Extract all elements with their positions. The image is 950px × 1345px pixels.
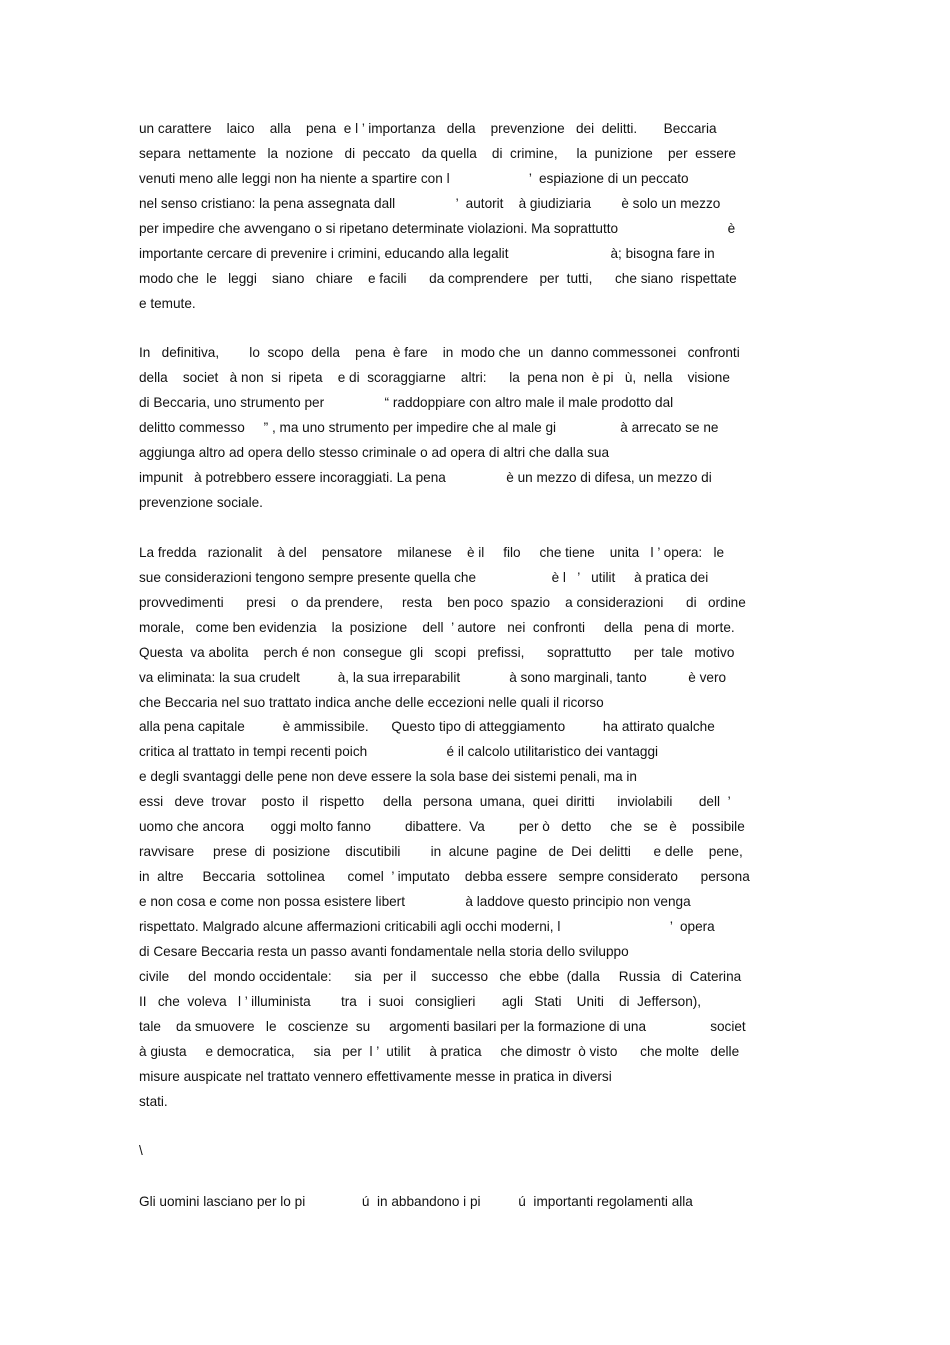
paragraph-2-line: di Beccaria, uno strumento per “ raddoppiare con altro male il male prodotto dal — [139, 395, 674, 410]
paragraph-3-line: uomo che ancora oggi molto fanno dibattere. Va per ò detto che se è possibile — [139, 819, 745, 834]
separator-mark: \ — [139, 1143, 143, 1158]
paragraph-3-line: critica al trattato in tempi recenti poich é il calcolo utilitaristico dei vantaggi — [139, 744, 659, 759]
paragraph-3-line: di Cesare Beccaria resta un passo avanti fondamentale nella storia dello sviluppo — [139, 944, 629, 959]
paragraph-3-line: rispettato. Malgrado alcune affermazioni criticabili agli occhi moderni, l ’ opera — [139, 919, 715, 934]
paragraph-3-line: sue considerazioni tengono sempre presente quella che è l ’ utilit à pratica dei — [139, 570, 709, 585]
paragraph-1-line: un carattere laico alla pena e l ’ importanza della prevenzione dei delitti. Beccaria — [139, 121, 717, 136]
paragraph-2-line: In definitiva, lo scopo della pena è fare in modo che un danno commessonei confronti — [139, 345, 740, 360]
paragraph-3-line: che Beccaria nel suo trattato indica anche delle eccezioni nelle quali il ricorso — [139, 695, 604, 710]
paragraph-3-line: Questa va abolita perch é non consegue gli scopi prefissi, soprattutto per tale motivo — [139, 645, 735, 660]
paragraph-3-line: stati. — [139, 1094, 168, 1109]
paragraph-3-line: civile del mondo occidentale: sia per il successo che ebbe (dalla Russia di Caterina — [139, 969, 742, 984]
paragraph-3-line: à giusta e democratica, sia per l ’ utilit à pratica che dimostr ò visto che molte delle — [139, 1044, 740, 1059]
paragraph-3-line: alla pena capitale è ammissibile. Questo tipo di atteggiamento ha attirato qualche — [139, 719, 715, 734]
paragraph-2-line: delitto commesso ” , ma uno strumento per impedire che al male gi à arrecato se ne — [139, 420, 719, 435]
paragraph-3-line: va eliminata: la sua crudelt à, la sua irreparabilit à sono marginali, tanto è vero — [139, 670, 727, 685]
paragraph-3-line: tale da smuovere le coscienze su argomenti basilari per la formazione di una societ — [139, 1019, 746, 1034]
paragraph-1-line: importante cercare di prevenire i crimini, educando alla legalit à; bisogna fare in — [139, 246, 715, 261]
paragraph-3-line: La fredda razionalit à del pensatore milanese è il filo che tiene unita l ’ opera: le — [139, 545, 725, 560]
paragraph-1-line: modo che le leggi siano chiare e facili da comprendere per tutti, che siano rispettate — [139, 271, 737, 286]
paragraph-3-line: II che voleva l ’ illuminista tra i suoi consiglieri agli Stati Uniti di Jefferson), — [139, 994, 702, 1009]
paragraph-2-line: impunit à potrebbero essere incoraggiati. La pena è un mezzo di difesa, un mezzo di — [139, 470, 712, 485]
paragraph-3-line: in altre Beccaria sottolinea comel ’ imputato debba essere sempre considerato persona — [139, 869, 750, 884]
paragraph-3-line: misure auspicate nel trattato vennero effettivamente messe in pratica in diversi — [139, 1069, 612, 1084]
paragraph-3-line: essi deve trovar posto il rispetto della persona umana, quei diritti inviolabili dell ’ — [139, 794, 731, 809]
paragraph-3-line: morale, come ben evidenzia la posizione dell ’ autore nei confronti della pena di morte. — [139, 620, 735, 635]
paragraph-3-line: e degli svantaggi delle pene non deve essere la sola base dei sistemi penali, ma in — [139, 769, 637, 784]
paragraph-3-line: provvedimenti presi o da prendere, resta ben poco spazio a considerazioni di ordine — [139, 595, 746, 610]
paragraph-3-line: ravvisare prese di posizione discutibili in alcune pagine de Dei delitti e delle pene, — [139, 844, 743, 859]
paragraph-2-line: della societ à non si ripeta e di scoraggiarne altri: la pena non è pi ù, nella visione — [139, 370, 730, 385]
paragraph-2-line: aggiunga altro ad opera dello stesso criminale o ad opera di altri che dalla sua — [139, 445, 610, 460]
paragraph-1-line: per impedire che avvengano o si ripetano determinate violazioni. Ma soprattutto è — [139, 221, 736, 236]
paragraph-3-line: e non cosa e come non possa esistere libert à laddove questo principio non venga — [139, 894, 691, 909]
paragraph-1-line: separa nettamente la nozione di peccato da quella di crimine, la punizione per essere — [139, 146, 736, 161]
paragraph-2-line: prevenzione sociale. — [139, 495, 263, 510]
paragraph-1-line: e temute. — [139, 296, 196, 311]
final-line: Gli uomini lasciano per lo pi ú in abbandono i pi ú importanti regolamenti alla — [139, 1194, 693, 1209]
paragraph-1-line: nel senso cristiano: la pena assegnata dall ’ autorit à giudiziaria è solo un mezzo — [139, 196, 721, 211]
paragraph-1-line: venuti meno alle leggi non ha niente a spartire con l ’ espiazione di un peccato — [139, 171, 689, 186]
